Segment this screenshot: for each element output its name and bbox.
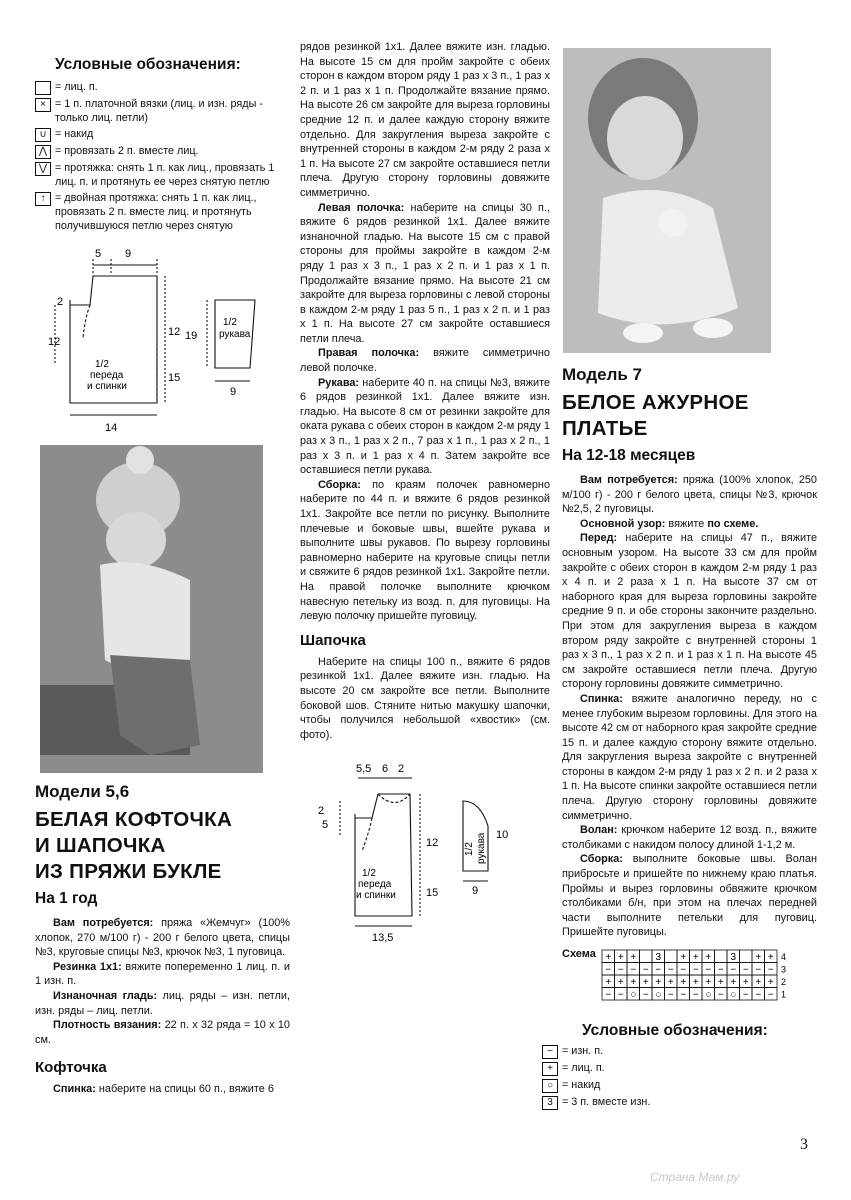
scheme-symbol: + (605, 977, 612, 988)
legend-item (542, 1078, 817, 1093)
dim-top-9: 9 (125, 248, 132, 260)
scheme-symbol: + (730, 977, 737, 988)
legend-item (35, 161, 290, 189)
legend-text: = 1 п. платочной вязки (лиц. и изн. ряды - только лиц. петли) (55, 98, 263, 124)
sleeve-dim-10: 10 (496, 829, 509, 842)
legend-text: = провязать 2 п. вместе лиц. (55, 145, 199, 157)
legend-text: = накид (562, 1079, 601, 1091)
sleeve-dim-19: 19 (185, 330, 198, 342)
sleeve-dim-9: 9 (230, 386, 237, 398)
dim-6: 6 (382, 763, 389, 776)
scheme-grid (602, 948, 802, 1008)
scheme-symbol: − (755, 964, 762, 976)
scheme-symbol: − (680, 989, 687, 1001)
scheme-row-number: 4 (780, 952, 786, 962)
section-hat: Шапочка (300, 631, 366, 649)
model-5-6-heading: Модели 5,6 (35, 782, 130, 801)
scheme-symbol: + (692, 952, 699, 963)
model-5-6-instructions (35, 916, 290, 1047)
scheme-symbol: ○ (630, 989, 637, 1001)
paragraph: рядов резинкой 1х1. Далее вяжите изн. гладью. На высоте 15 см для пройм закройте с обеих сторон в каждом втором ряду 1 раз х 3 п., 1 раз х 2 п. и 1 раз х 1 п. Продолжайте вязание прямо. На высоте 26 см закройте для выреза горловины средние 12 п. и далее каждую сторону вяжите отдельно. Для закругления выреза закройте с внутренней стороны в каждом 2-м ряду 2 раза х 1 п. На высоте 27 см закройте оставшиеся петли плеча. Другую сторону горловины довяжите симметрично. (300, 41, 550, 199)
dim-left-2: 2 (57, 296, 64, 308)
scheme-symbol: 3 (655, 952, 661, 963)
sleeve-label-1: 1/2 (223, 317, 237, 328)
model-7-age: На 12-18 месяцев (562, 447, 696, 464)
legend-item (542, 1061, 817, 1076)
dim-right-15: 15 (426, 887, 439, 900)
paragraph: Сборка: выполните боковые швы. Волан прибросьте и пришейте по нижнему краю платья. Проймы и вырез горловины обвяжите крючком столбиками б/н, при этом на плечах передней части выполните петельки для пуговиц. Пришейте пуговицы. (562, 853, 817, 939)
scheme-symbol: − (605, 989, 612, 1001)
paragraph: Сборка: по краям полочек равномерно наберите по 44 п. и вяжите 6 рядов резинкой 1х1. Закройте все петли по рисунку. Выполните плечевые и боковые швы, вшейте рукава и выполните швы рукавов. По вырезу горловины равномерно наберите на круговые спицы петли и свяжите 6 рядов резинкой 1х1. Закройте петли. На правой полочке выполните крючком навесную петельку из возд. п. для пуговицы. На левую полочку пришейте пуговицу. (300, 478, 550, 623)
scheme-symbol: + (692, 977, 699, 988)
watermark: Страна Мам.ру (650, 1170, 740, 1184)
dim-left-12: 12 (48, 336, 61, 348)
legend-item (35, 191, 290, 233)
diagram-front-back (35, 243, 290, 434)
scheme-symbol: + (767, 952, 774, 963)
dim-right-15: 15 (168, 372, 181, 384)
legend-item (35, 80, 290, 95)
piece-label-1: 1/2 (362, 868, 376, 880)
scheme-cell (639, 950, 652, 963)
legend-text: = двойная протяжка: снять 1 п. как лиц., провязать 2 п. вместе лиц. и протянуть получившуюся петлю через снятую (55, 192, 257, 232)
middle-column (300, 40, 550, 951)
legend-text: = лиц. п. (55, 81, 98, 93)
paragraph: Волан: крючком наберите 12 возд. п., вяжите столбиками с накидом полосу длиной 1-1,2 м. (562, 824, 817, 851)
scheme-symbol: + (630, 952, 637, 963)
scheme-symbol: + (642, 977, 649, 988)
legend-text: = 3 п. вместе изн. (562, 1096, 651, 1108)
sleeve-label-2: рукава (219, 329, 251, 340)
scheme-symbol: + (680, 977, 687, 988)
sleeve-label-2: рукава (476, 832, 487, 865)
back-instructions: Спинка: наберите на спицы 60 п., вяжите 6 (53, 1083, 274, 1096)
dim-right-12: 12 (168, 326, 181, 338)
scheme-symbol: − (755, 989, 762, 1001)
dim-bottom-14: 14 (105, 422, 118, 434)
scheme-symbol: + (755, 977, 762, 988)
paragraph: Вам потребуется: пряжа (100% хлопок, 250 м/100 г) - 200 г белого цвета, спицы №3, крючок №2,5, 2 пуговицы. (562, 474, 817, 516)
model-7-heading: Модель 7 (562, 365, 642, 384)
scheme-label: Схема (562, 948, 596, 960)
scheme-symbol: + (630, 977, 637, 988)
scheme-row-number: 3 (780, 964, 786, 975)
scheme-symbol: + (680, 952, 687, 963)
piece-label-3: и спинки (87, 381, 127, 392)
dim-top-5: 5 (95, 248, 102, 260)
legend-item (542, 1095, 817, 1110)
scheme-symbol: − (605, 964, 612, 976)
model-7-title (562, 391, 817, 441)
legend-list (35, 80, 290, 233)
scheme-symbol: + (742, 977, 749, 988)
scheme-symbol: − (667, 964, 674, 976)
legend-text: = изн. п. (562, 1045, 604, 1057)
title-line: ПЛАТЬЕ (562, 417, 648, 440)
dim-5-5: 5,5 (356, 763, 372, 776)
paragraph: Рукава: наберите 40 п. на спицы №3, вяжите 6 рядов резинкой 1х1. Далее вяжите изн. гладью. На высоте 8 см от резинки закройте для оката рукава с обеих сторон в каждом 2-м ряду 1 раз х 3 п., 1 раз х 2 п., 7 раз х 1 п., 1 раз х 2 п., 1 раз х 3 п. и 1 раз х 4 п. Затем закройте все оставшиеся петли рукава. (300, 376, 550, 477)
dim-left-5: 5 (322, 819, 329, 832)
scheme-symbol: − (642, 964, 649, 976)
paragraph: Вам потребуется: пряжа «Жемчуг» (100% хлопок, 270 м/100 г) - 200 г белого цвета, спицы №3, круговые спицы №3, крючок №3, 1 пуговица. (35, 917, 290, 959)
legend-title-2: Условные обозначения: (582, 1022, 768, 1039)
dim-bottom-13-5: 13,5 (372, 932, 394, 945)
photo-baby-in-dress (563, 48, 771, 353)
legend-title: Условные обозначения: (55, 56, 241, 73)
photo-baby-in-cardigan (40, 445, 263, 773)
scheme-symbol: + (755, 952, 762, 963)
right-column (546, 365, 817, 1112)
scheme-symbol: − (630, 964, 637, 976)
legend-symbol-icon: ⋀ (35, 145, 51, 159)
legend-text: = протяжка: снять 1 п. как лиц., провязать 1 лиц. п. и протянуть ее через снятую петлю (55, 162, 275, 188)
model-7-instructions (562, 473, 817, 940)
scheme-symbol: + (705, 952, 712, 963)
dim-right-12: 12 (426, 837, 439, 850)
paragraph: Основной узор: вяжите по схеме. (580, 517, 759, 530)
scheme-symbol: − (667, 989, 674, 1001)
piece-label-3: и спинки (356, 890, 396, 902)
legend-symbol-icon (35, 81, 51, 95)
paragraph: Правая полочка: вяжите симметрично левой полочке. (300, 347, 550, 375)
piece-label-1: 1/2 (95, 359, 109, 370)
title-line: БЕЛАЯ КОФТОЧКА (35, 808, 233, 831)
hat-instructions: Наберите на спицы 100 п., вяжите 6 рядов резинкой 1х1. Далее вяжите изн. гладью. На высоте 20 см закройте все петли. Выполните боковой шов. Стяните нитью макушку шапочки, чтобы получился небольшой «хвостик» (см. фото). (300, 655, 550, 741)
piece-label-2: переда (358, 879, 392, 891)
legend-symbol-icon: − (542, 1045, 558, 1059)
scheme-symbol: − (692, 964, 699, 976)
cardigan-instructions (300, 40, 550, 624)
legend-symbol-icon: ↑ (35, 192, 51, 206)
scheme-cell (739, 950, 752, 963)
dim-left-2: 2 (318, 805, 325, 818)
scheme-symbol: − (717, 964, 724, 976)
paragraph: Спинка: вяжите аналогично переду, но с менее глубоким вырезом горловины. Для этого на высоте 42 см от наборного края закройте средние 15 п. и далее каждую сторону вяжите отдельно. Для закругления выреза закройте с внутренней стороны в каждом 2-м ряду 1 раз х 2 п. и 2 раза х 1 п. На высоте спинки закройте оставшиеся петли плеча. Другую сторону горловины довяжите симметрично. (562, 692, 817, 822)
scheme-symbol: − (742, 964, 749, 976)
scheme-symbol: − (617, 989, 624, 1001)
scheme-row-number: 1 (780, 989, 786, 1000)
scheme-symbol: + (605, 952, 612, 963)
legend-symbol-icon: ⋁ (35, 162, 51, 176)
sleeve-label-1: 1/2 (464, 842, 475, 857)
legend-list-2 (542, 1044, 817, 1110)
scheme-cell (664, 950, 677, 963)
scheme-symbol: 3 (730, 952, 736, 963)
scheme-symbol: − (742, 989, 749, 1001)
scheme-symbol: − (692, 989, 699, 1001)
legend-symbol-icon: ∪ (35, 128, 51, 142)
scheme-symbol: − (767, 989, 774, 1001)
scheme-symbol: + (617, 977, 624, 988)
model-5-6-age: На 1 год (35, 890, 98, 907)
scheme-symbol: + (767, 977, 774, 988)
left-column (35, 40, 290, 1096)
legend-symbol-icon: 3 (542, 1096, 558, 1110)
legend-item (35, 97, 290, 125)
scheme-symbol: + (655, 977, 662, 988)
scheme-symbol: ○ (705, 989, 712, 1001)
legend-item (35, 127, 290, 142)
title-line: БЕЛОЕ АЖУРНОЕ (562, 391, 749, 414)
paragraph: Перед: наберите на спицы 47 п., вяжите основным узором. На высоте 33 см для пройм закройте с обеих сторон в каждом 2-м ряду 1 раз х 4 п. и 2 раза х 1 п. На высоте 37 см от наборного края для выреза горловины закройте средние 9 п. и обе стороны закончите раздельно. При этом для закругления выреза в каждом втором ряду закройте с внутренней стороны 1 раз х 3 п., 1 раз х 2 п. и 1 раз х 1 п. На высоте 45 см закройте оставшиеся петли плеча. Другую сторону горловины довяжите симметрично. (562, 532, 817, 691)
scheme-symbol: − (655, 964, 662, 976)
knitting-scheme (562, 948, 817, 1008)
scheme-symbol: + (617, 952, 624, 963)
paragraph: Левая полочка: наберите на спицы 30 п., вяжите 6 рядов резинкой 1х1. Далее вяжите изнаночной гладью. На высоте 15 см с правой стороны для проймы закройте в каждом 2-м ряду 1 раз х 3 п., 1 раз х 2 п. и 1 раз х 1 п. Продолжайте вязание прямо. На высоте 21 см закройте для выреза горловины с левой стороны в каждом 2-м ряду 1 раз 5 п., 1 раз х 2 п. и 1 раз х 1 п. На высоте 27 см закройте оставшиеся петли плеча. (300, 201, 550, 345)
dim-2: 2 (398, 763, 405, 776)
legend-text: = лиц. п. (562, 1062, 605, 1074)
model-5-6-title (35, 808, 290, 884)
paragraph: Изнаночная гладь: лиц. ряды – изн. петли, изн. ряды – лиц. петли. (35, 989, 290, 1017)
scheme-symbol: + (705, 977, 712, 988)
scheme-symbol: ○ (730, 989, 737, 1001)
scheme-symbol: + (667, 977, 674, 988)
legend-item (542, 1044, 817, 1059)
scheme-symbol: + (717, 977, 724, 988)
piece-label-2: переда (90, 370, 124, 381)
title-line: И ШАПОЧКА (35, 834, 166, 857)
diagram-dress-front (300, 756, 550, 946)
title-line: ИЗ ПРЯЖИ БУКЛЕ (35, 860, 222, 883)
paragraph: Плотность вязания: 22 п. х 32 ряда = 10 х 10 см. (35, 1019, 290, 1046)
scheme-symbol: ○ (655, 989, 662, 1001)
scheme-cell (714, 950, 727, 963)
scheme-symbol: − (680, 964, 687, 976)
scheme-symbol: − (717, 989, 724, 1001)
legend-symbol-icon: × (35, 98, 51, 112)
legend-symbol-icon: + (542, 1062, 558, 1076)
paragraph: Резинка 1х1: вяжите попеременно 1 лиц. п. и 1 изн. п. (35, 960, 290, 988)
legend-text: = накид (55, 128, 94, 140)
scheme-symbol: − (705, 964, 712, 976)
scheme-symbol: − (642, 989, 649, 1001)
scheme-symbol: − (730, 964, 737, 976)
legend-item (35, 144, 290, 159)
scheme-row-number: 2 (780, 977, 786, 987)
scheme-symbol: − (767, 964, 774, 976)
section-cardigan: Кофточка (35, 1059, 107, 1077)
scheme-symbol: − (617, 964, 624, 976)
sleeve-dim-9: 9 (472, 885, 479, 898)
page-number: 3 (800, 1136, 808, 1153)
legend-symbol-icon: ○ (542, 1079, 558, 1093)
